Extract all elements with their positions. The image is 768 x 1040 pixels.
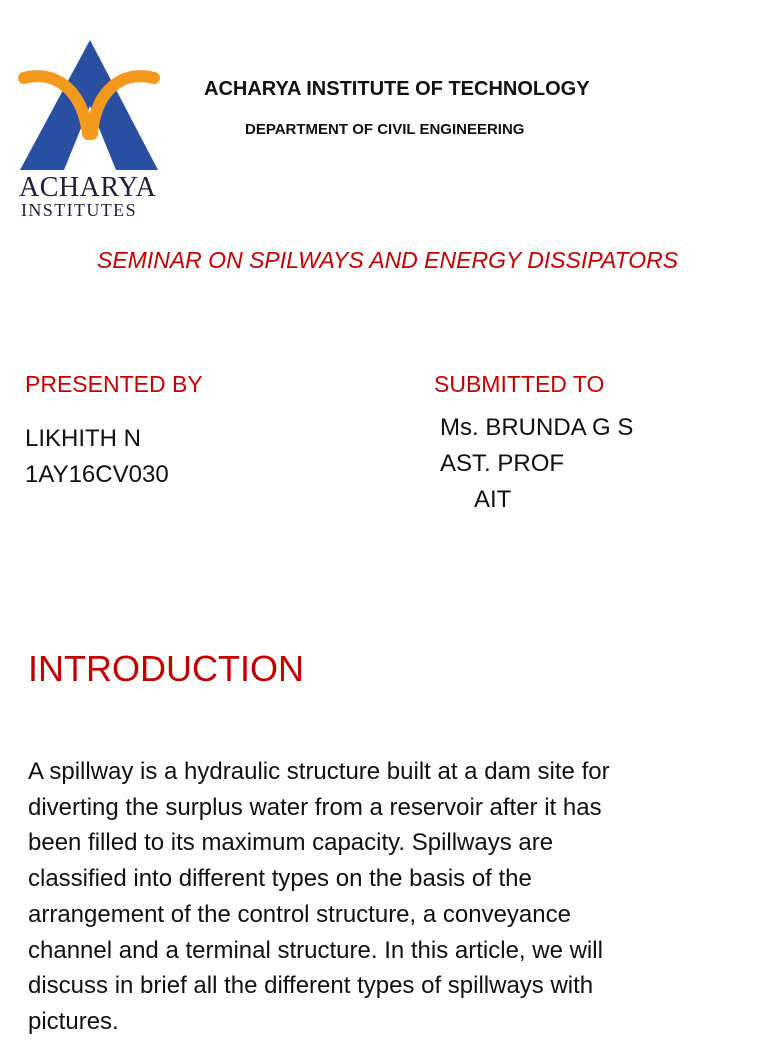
department-name: DEPARTMENT OF CIVIL ENGINEERING — [245, 121, 525, 138]
seminar-title: SEMINAR ON SPILWAYS AND ENERGY DISSIPATORS — [97, 247, 679, 273]
presenter-name: LIKHITH N — [25, 425, 142, 452]
guide-name: Ms. BRUNDA G S — [440, 414, 634, 441]
introduction-body — [28, 754, 718, 1040]
institute-name: ACHARYA INSTITUTE OF TECHNOLOGY — [204, 78, 590, 100]
intro-line: classified into different types on the basis of the — [28, 865, 532, 893]
intro-line: A spillway is a hydraulic structure built at a dam site for — [28, 758, 610, 785]
intro-line: been filled to its maximum capacity. Spillways are — [28, 829, 554, 857]
acharya-logo-icon — [14, 36, 164, 176]
introduction-heading: INTRODUCTION — [28, 648, 304, 689]
intro-line: pictures. — [28, 1007, 119, 1035]
presented-by-label: PRESENTED BY — [25, 371, 203, 397]
intro-line: arrangement of the control structure, a conveyance — [28, 900, 571, 928]
logo-text-institutes: INSTITUTES — [21, 200, 137, 220]
logo-text-acharya: ACHARYA — [19, 172, 157, 203]
intro-line: discuss in brief all the different types of spillways with — [28, 972, 594, 1000]
guide-institute: AIT — [474, 486, 512, 513]
submitted-to-label: SUBMITTED TO — [434, 371, 605, 397]
intro-line: diverting the surplus water from a reservoir after it has — [28, 793, 602, 821]
intro-line: channel and a terminal structure. In this article, we will — [28, 936, 603, 964]
guide-designation: AST. PROF — [440, 450, 565, 477]
presenter-usn: 1AY16CV030 — [25, 461, 169, 488]
